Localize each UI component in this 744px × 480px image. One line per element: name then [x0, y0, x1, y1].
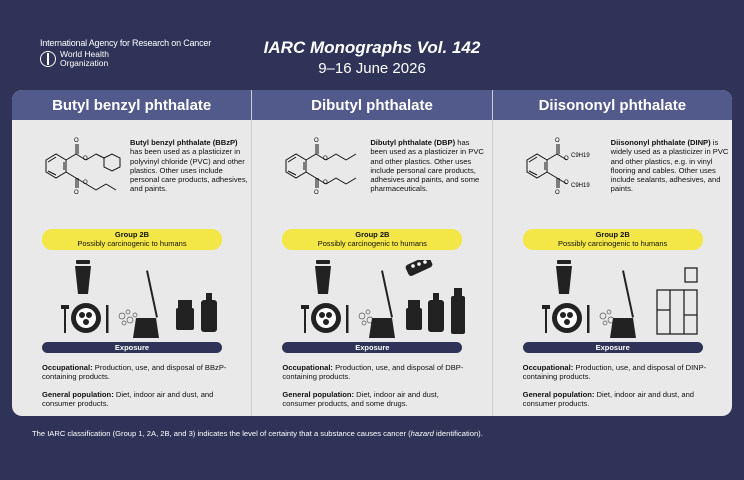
gen-body: Diet, indoor air and dust, and consumer products.: [42, 390, 214, 409]
fork-icon: [61, 305, 69, 333]
desc-bold: Diisononyl phthalate (DINP): [610, 138, 711, 147]
group-badge: [42, 229, 222, 250]
exposure-bar: Exposure: [523, 342, 703, 353]
who-line1: World Health: [60, 49, 109, 59]
knife-icon: [106, 305, 109, 333]
description: [130, 138, 248, 194]
footnote: [32, 429, 483, 438]
group-label: Group 2B: [355, 230, 390, 239]
pills-icon: [405, 260, 434, 277]
exposure-icons: [26, 260, 238, 340]
cup-icon: [75, 260, 91, 294]
column-bbzp: [12, 90, 252, 416]
bbzp-structure-icon: [26, 130, 126, 210]
desc-rest: has been used as a plasticizer in PVC and other plastics. Other uses include personal care products, adhesives and paints, and some pharmaceuticals.: [370, 138, 484, 194]
bottle-icon: [451, 288, 465, 334]
general-population-text: [282, 390, 472, 409]
mol-label-bottom: C9H19: [570, 183, 590, 189]
cup-icon: [315, 260, 331, 294]
desc-bold: Dibutyl phthalate (DBP): [370, 138, 456, 147]
fork-icon: [301, 305, 309, 333]
svg-text:O: O: [314, 190, 319, 196]
exposure-bar: Exposure: [42, 342, 222, 353]
plate-icon: [71, 303, 101, 333]
panel: [12, 90, 732, 416]
svg-text:O: O: [74, 138, 79, 144]
dust-icon: [359, 310, 373, 325]
column-dbp: [252, 90, 492, 416]
gen-label: General population:: [522, 390, 595, 399]
occupational-text: [282, 363, 472, 382]
occ-label: Occupational:: [42, 363, 93, 372]
gen-body: Diet, indoor air and dust, consumer products, and some drugs.: [282, 390, 439, 409]
plate-icon: [311, 303, 341, 333]
group-badge: [523, 229, 703, 250]
dbp-structure-icon: [266, 130, 366, 210]
cup-icon: [556, 260, 572, 294]
plate-icon: [552, 303, 582, 333]
column-dinp: [493, 90, 732, 416]
desc-bold: Butyl benzyl phthalate (BBzP): [130, 138, 238, 147]
title-dates: 9–16 June 2026: [318, 60, 426, 77]
dust-icon: [600, 310, 614, 325]
desc-rest: has been used as a plasticizer in polyvinyl chloride (PVC) and other plastics. Other uses include personal care products, adhesives, and paints.: [130, 147, 248, 194]
occupational-text: [523, 363, 713, 382]
footnote-em: hazard: [410, 429, 434, 438]
iarc-org-name: International Agency for Research on Cancer: [40, 38, 212, 48]
footnote-a: The IARC classification (Group 1, 2A, 2B, and 3) indicates the level of certainty that a substance causes cancer (: [32, 429, 411, 438]
occupational-text: [42, 363, 232, 382]
occ-body: Production, use, and disposal of DINP-containing products.: [522, 363, 707, 382]
gen-label: General population:: [42, 390, 114, 399]
mol-label-top: C9H19: [570, 153, 590, 159]
occ-label: Occupational:: [522, 363, 574, 372]
title-volume: Vol. 142: [416, 38, 481, 57]
svg-text:O: O: [563, 156, 569, 162]
vinyl-flooring-icon: [657, 268, 697, 334]
description: [611, 138, 729, 194]
footnote-b: identification).: [433, 429, 483, 438]
tube-icon: [176, 300, 194, 330]
exposure-bar: Exposure: [282, 342, 462, 353]
group-label: Group 2B: [114, 230, 150, 239]
group-description: Possibly carcinogenic to humans: [77, 239, 187, 248]
dust-icon: [119, 310, 137, 325]
knife-icon: [587, 305, 590, 333]
perfume-icon: [201, 293, 217, 332]
group-label: Group 2B: [595, 230, 630, 239]
broom-icon: [369, 270, 395, 338]
desc-rest: is widely used as a plasticizer in PVC and other plastics, e.g. in vinyl flooring and cables. Other uses include sealants, adhesives, and paints.: [610, 138, 729, 194]
occ-body: Production, use, and disposal of BBzP-containing products.: [42, 363, 227, 382]
knife-icon: [346, 305, 349, 333]
svg-text:O: O: [83, 156, 88, 162]
fork-icon: [542, 305, 550, 333]
svg-text:O: O: [314, 138, 319, 144]
dinp-structure-icon: [507, 130, 607, 210]
svg-text:O: O: [554, 190, 560, 196]
column-title: Butyl benzyl phthalate: [12, 90, 251, 120]
occ-body: Production, use, and disposal of DBP-containing products.: [282, 363, 464, 382]
general-population-text: [42, 390, 232, 409]
svg-text:O: O: [74, 190, 79, 196]
exposure-icons: [507, 260, 719, 340]
exposure-icons: [266, 260, 478, 340]
group-description: Possibly carcinogenic to humans: [558, 239, 668, 248]
svg-text:O: O: [554, 138, 560, 144]
group-description: Possibly carcinogenic to humans: [317, 239, 427, 248]
group-badge: [282, 229, 462, 250]
title-italic: IARC Monographs: [263, 38, 412, 57]
perfume-icon: [428, 293, 444, 332]
page-title: [0, 38, 744, 77]
tube-icon: [406, 300, 422, 330]
general-population-text: [523, 390, 713, 409]
svg-text:O: O: [323, 156, 328, 162]
gen-body: Diet, indoor air and dust, and consumer products.: [522, 390, 695, 409]
occ-label: Occupational:: [282, 363, 333, 372]
svg-text:O: O: [83, 180, 88, 186]
broom-icon: [610, 270, 636, 338]
gen-label: General population:: [282, 390, 355, 399]
broom-icon: [133, 270, 159, 338]
column-title: Diisononyl phthalate: [493, 90, 732, 120]
description: [370, 138, 488, 194]
who-line2: Organization: [60, 58, 109, 68]
column-title: Dibutyl phthalate: [252, 90, 491, 120]
svg-text:O: O: [323, 180, 328, 186]
svg-text:O: O: [563, 180, 569, 186]
